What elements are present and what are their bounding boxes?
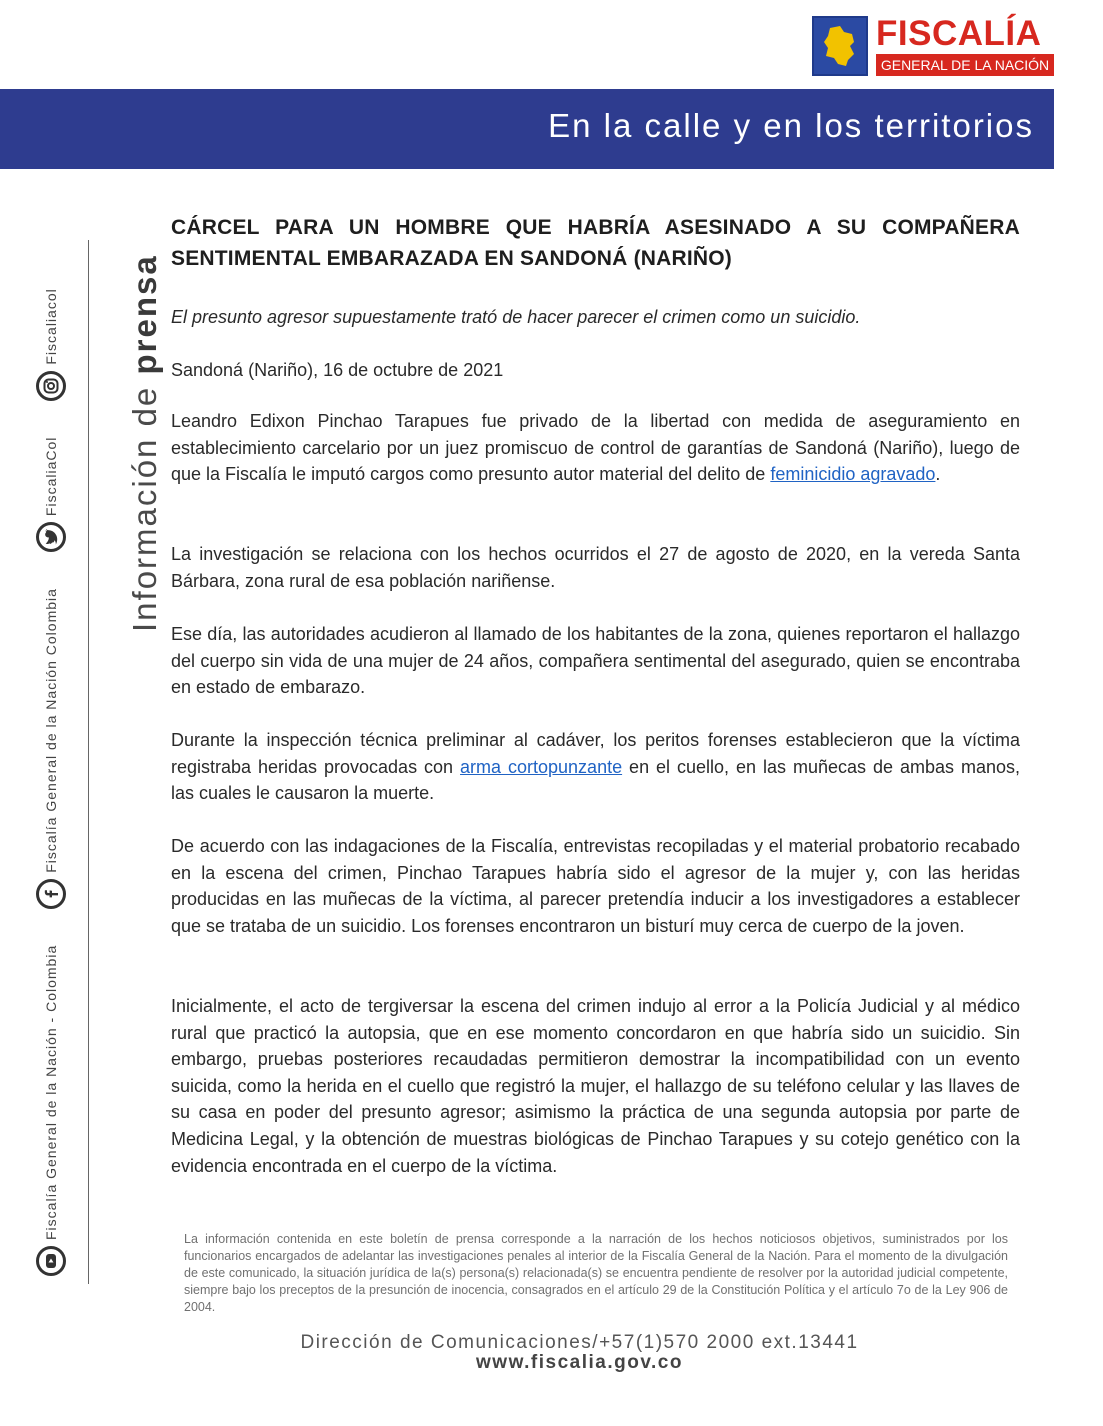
social-links: [36, 288, 66, 1282]
paragraph-4-end: en el cuello, en las muñecas de ambas manos, las cuales le causaron la muerte.: [171, 756, 1020, 804]
article-headline: CÁRCEL PARA UN HOMBRE QUE HABRÍA ASESINADO A SU COMPAÑERA SENTIMENTAL EMBARAZADA EN SANDONÁ (NARIÑO): [171, 216, 1020, 270]
paragraph-4-text: Durante la inspección técnica preliminar al cadáver, los peritos forenses establecieron que la víctima registraba heridas provocadas con: [171, 730, 1020, 777]
paragraph-1: [171, 408, 1020, 488]
colombia-map-icon: [812, 16, 868, 76]
social-youtube[interactable]: [36, 945, 66, 1282]
logo-subtitle: GENERAL DE LA NACIÓN: [876, 54, 1054, 76]
instagram-icon: [36, 371, 66, 401]
banner-slogan: En la calle y en los territorios: [548, 107, 1034, 144]
youtube-handle: Fiscalía General de la Nación - Colombia: [43, 944, 59, 1240]
paragraph-3: Ese día, las autoridades acudieron al llamado de los habitantes de la zona, quienes reportaron el hallazgo del cuerpo sin vida de una mujer de 24 años, compañera sentimental del asegurado, quien se encontraba en estado de embarazo.: [171, 624, 1020, 698]
youtube-icon: [36, 1246, 66, 1276]
feminicidio-link[interactable]: feminicidio agravado: [770, 464, 936, 485]
section-label-bold: prensa: [126, 254, 163, 375]
article-dateline: Sandoná (Nariño), 16 de octubre de 2021: [171, 360, 504, 380]
section-label: [126, 254, 164, 632]
rail-divider: [88, 240, 89, 1284]
arma-cortopunzante-link[interactable]: arma cortopunzante: [460, 756, 623, 777]
header-banner: [0, 89, 1054, 169]
logo-title: FISCALÍA: [876, 14, 1042, 53]
social-twitter[interactable]: [36, 437, 66, 558]
social-instagram[interactable]: [36, 288, 66, 406]
social-facebook[interactable]: [36, 588, 66, 915]
twitter-icon: [36, 522, 66, 552]
instagram-handle: Fiscaliacol: [43, 288, 59, 365]
paragraph-6: Inicialmente, el acto de tergiversar la escena del crimen indujo al error a la Policía Judicial y al médico rural que practicó la autopsia, que en ese momento concordaron en que habría sido un suicidio. Sin embargo, pruebas posteriores recaudadas permitieron demostrar la incompatibilidad con un evento suicida, como la herida en el cuello que registró la mujer, el hallazgo de su teléfono celular y las llaves de su casa en poder del presunto agresor; asimismo la práctica de una segunda autopsia por parte de Medicina Legal, y la obtención de muestras biológicas de Pinchao Tarapues y su cotejo genético con la evidencia encontrada en el cuerpo de la víctima.: [171, 996, 1020, 1176]
article-subtitle: El presunto agresor supuestamente trató de hacer parecer el crimen como un suicidio.: [171, 307, 861, 327]
fiscalia-logo: [812, 16, 1054, 78]
paragraph-1-end: .: [935, 464, 941, 485]
paragraph-1-text: Leandro Edixon Pinchao Tarapues fue privado de la libertad con medida de aseguramiento en establecimiento carcelario por un juez promiscuo de control de garantías de Sandoná (Nariño), luego de que la Fiscalía le imputó cargos como presunto autor material del delito de: [171, 411, 1020, 485]
facebook-icon: [36, 879, 66, 909]
website-link[interactable]: www.fiscalia.gov.co: [476, 1352, 683, 1373]
paragraph-4: [171, 727, 1020, 807]
legal-disclaimer: La información contenida en este boletín de prensa corresponde a la narración de los hechos noticiosos objetivos, suministrados por los funcionarios encargados de adelantar las investigaciones penales al interior de la Fiscalía General de la Nación. Para el momento de la divulgación de este comunicado, la situación jurídica de la(s) persona(s) relacionada(s) se encuentra pendiente de resolver por la autoridad judicial competente, siempre bajo los preceptos de la presunción de inocencia, consagrados en el artículo 29 de la Constitución Política y el artículo 7o de la Ley 906 de 2004.: [184, 1232, 1008, 1314]
section-label-prefix: Información de: [126, 374, 163, 632]
article: [171, 212, 1020, 1176]
facebook-handle: Fiscalía General de la Nación Colombia: [43, 588, 59, 873]
twitter-handle: FiscaliaCol: [43, 436, 59, 517]
paragraph-2: La investigación se relaciona con los hechos ocurridos el 27 de agosto de 2020, en la vereda Santa Bárbara, zona rural de esa población nariñense.: [171, 544, 1020, 591]
contact-info: Dirección de Comunicaciones/+57(1)570 2000 ext.13441: [300, 1332, 859, 1353]
paragraph-5: De acuerdo con las indagaciones de la Fiscalía, entrevistas recopiladas y el material probatorio recabado en la escena del crimen, Pinchao Tarapues habría sido el agresor de la mujer y, con las heridas producidas en las muñecas de la víctima, al parecer pretendía inducir a los investigadores a establecer que se trataba de un suicidio. Los forenses encontraron un bisturí muy cerca de cuerpo de la joven.: [171, 836, 1020, 936]
